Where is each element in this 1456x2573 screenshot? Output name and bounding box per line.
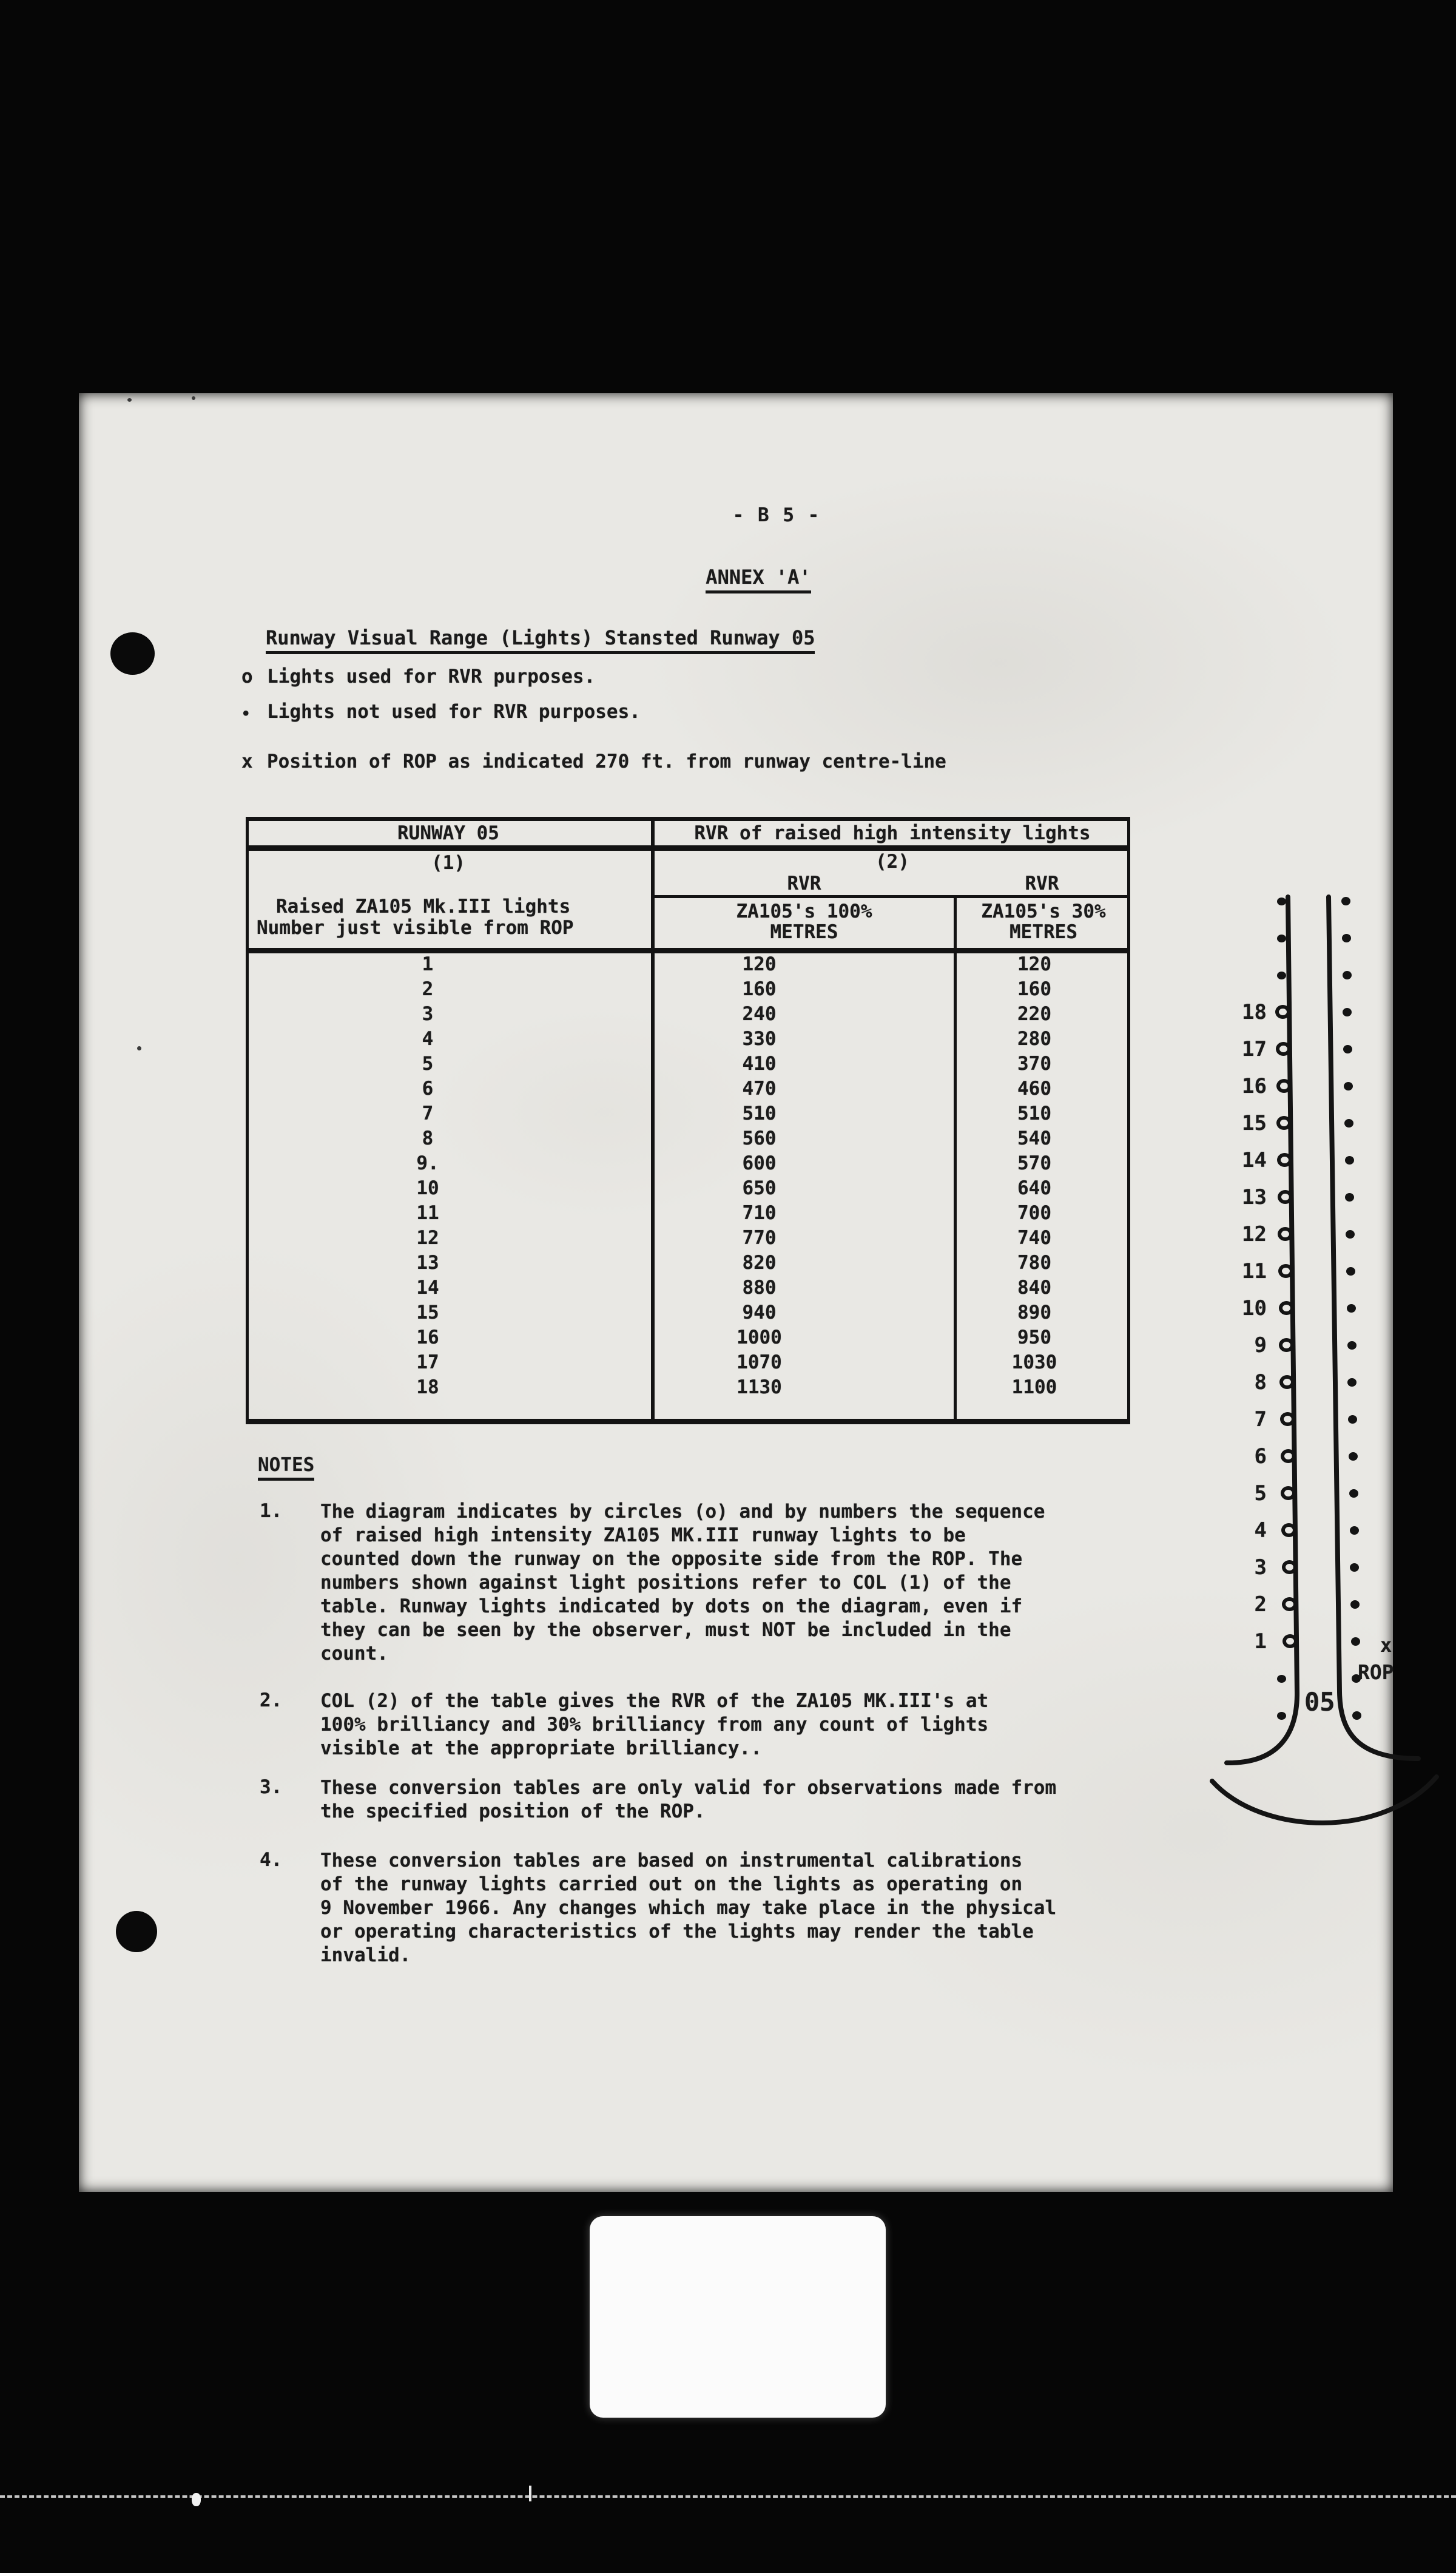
rvr-light-circle	[1276, 1079, 1292, 1093]
runway-light-dot-right	[1348, 1415, 1357, 1424]
runway-light-dot-right	[1350, 1600, 1360, 1609]
note-text	[320, 1849, 1145, 1967]
cell-rvr-30: 1030	[1011, 1351, 1057, 1373]
note-line: of raised high intensity ZA105 MK.III runway lights to be	[320, 1524, 966, 1546]
cell-light-count: 4	[422, 1028, 434, 1050]
cell-light-count: 15	[416, 1302, 439, 1324]
paper-speck	[127, 398, 132, 402]
table-row	[246, 1152, 1130, 1177]
runway-light-dot-right	[1350, 1526, 1359, 1535]
table-row	[246, 1202, 1130, 1227]
cell-rvr-30: 510	[1017, 1103, 1051, 1124]
rvr-light-number: 8	[1254, 1370, 1267, 1395]
rvr-light-circle	[1279, 1375, 1295, 1389]
rvr-light-number: 15	[1242, 1111, 1267, 1135]
col-header-runway: RUNWAY 05	[397, 822, 499, 844]
rvr-light-number: 10	[1242, 1296, 1267, 1320]
rop-label: ROP	[1358, 1660, 1394, 1684]
cell-rvr-30: 460	[1017, 1078, 1051, 1100]
cell-rvr-30: 370	[1017, 1053, 1051, 1075]
rvr-light-circle	[1278, 1264, 1293, 1278]
open-circle-symbol: o	[241, 666, 253, 688]
runway-light-dot-right	[1347, 1304, 1356, 1313]
legend-text: Lights not used for RVR purposes.	[267, 701, 641, 723]
note-text	[320, 1776, 1145, 1824]
cell-light-count: 10	[416, 1177, 439, 1199]
runway-light-dot-right	[1343, 971, 1352, 979]
page-number: - B 5 -	[732, 504, 821, 526]
rvr-light-circle	[1277, 1153, 1292, 1167]
table-row	[246, 1078, 1130, 1103]
cell-rvr-30: 780	[1017, 1252, 1051, 1274]
cell-rvr-30: 120	[1017, 953, 1051, 975]
rvr-label-100: RVR	[787, 873, 821, 894]
rvr-light-circle	[1281, 1449, 1296, 1463]
rvr-light-number: 14	[1242, 1148, 1267, 1172]
runway-light-dot-right	[1342, 934, 1351, 942]
rvr-light-number: 13	[1242, 1185, 1267, 1209]
document-page	[79, 393, 1393, 2192]
cell-rvr-30: 160	[1017, 978, 1051, 1000]
table-heavy-rule	[246, 948, 1130, 953]
rvr-light-number: 3	[1254, 1555, 1267, 1580]
col1-description-line2: Number just visible from ROP	[257, 917, 574, 939]
cell-rvr-100: 1070	[736, 1351, 782, 1373]
note-line: 9 November 1966. Any changes which may take place in the physical	[320, 1897, 1057, 1919]
cell-rvr-30: 950	[1017, 1327, 1051, 1348]
table-row	[246, 1227, 1130, 1252]
note-line: the specified position of the ROP.	[320, 1800, 706, 1822]
cell-rvr-100: 120	[742, 953, 777, 975]
table-border-bottom	[246, 1419, 1130, 1424]
runway-light-dot-right	[1351, 1637, 1360, 1646]
col-header-rvr: RVR of raised high intensity lights	[694, 822, 1091, 844]
bottom-white-card	[590, 2216, 886, 2418]
cell-light-count: 14	[416, 1277, 439, 1299]
rvr-light-number: 7	[1254, 1407, 1267, 1432]
table-row	[246, 1351, 1130, 1376]
cell-light-count: 16	[416, 1327, 439, 1348]
cell-rvr-100: 160	[742, 978, 777, 1000]
rvr-light-number: 5	[1254, 1481, 1267, 1506]
col3-sub-header: ZA105's 30%	[981, 901, 1106, 922]
note-line: of the runway lights carried out on the lights as operating on	[320, 1873, 1023, 1895]
note-line: invalid.	[320, 1944, 411, 1966]
table-row	[246, 953, 1130, 978]
runway-light-dot-left	[1277, 1675, 1286, 1683]
runway-light-dot-right	[1345, 1193, 1354, 1202]
cell-rvr-100: 560	[742, 1128, 777, 1149]
rvr-light-number: 6	[1254, 1444, 1267, 1469]
note-text	[320, 1689, 1145, 1760]
runway-lights-diagram	[1122, 868, 1456, 1851]
cell-rvr-100: 240	[742, 1003, 777, 1025]
runway-light-dot-right	[1347, 1341, 1357, 1350]
document-title: Runway Visual Range (Lights) Stansted Runway 05	[266, 626, 815, 654]
cell-light-count: 11	[416, 1202, 439, 1224]
runway-light-dot-left	[1277, 935, 1286, 942]
table-row	[246, 1053, 1130, 1078]
rvr-light-number: 9	[1254, 1333, 1267, 1358]
cell-rvr-30: 640	[1017, 1177, 1051, 1199]
rvr-light-circle	[1280, 1412, 1295, 1426]
table-row	[246, 1327, 1130, 1351]
rvr-light-number: 12	[1242, 1222, 1267, 1246]
table-row	[246, 1103, 1130, 1128]
cell-light-count: 7	[422, 1103, 434, 1124]
cell-rvr-30: 1100	[1011, 1376, 1057, 1398]
cell-rvr-100: 1000	[736, 1327, 782, 1348]
legend-item-used	[241, 665, 595, 688]
cell-rvr-100: 710	[742, 1202, 777, 1224]
dot-symbol: •	[241, 705, 251, 722]
runway-light-dot-right	[1341, 897, 1350, 905]
col2-sub-header: ZA105's 100%	[736, 901, 872, 922]
table-row	[246, 1128, 1130, 1152]
runway-edge-right	[1329, 897, 1418, 1759]
note-number: 1.	[260, 1500, 283, 1522]
cell-rvr-100: 770	[742, 1227, 777, 1249]
rvr-light-circle	[1281, 1486, 1296, 1500]
cell-light-count: 12	[416, 1227, 439, 1249]
cell-rvr-100: 820	[742, 1252, 777, 1274]
legend-text: Position of ROP as indicated 270 ft. from runway centre-line	[267, 751, 946, 773]
note-line: These conversion tables are only valid for observations made from	[320, 1777, 1057, 1799]
annex-heading: ANNEX 'A'	[706, 566, 811, 593]
runway-designator: 05	[1304, 1687, 1335, 1717]
rvr-light-circle	[1282, 1597, 1297, 1611]
rvr-light-circle	[1282, 1560, 1297, 1574]
cell-rvr-100: 510	[742, 1103, 777, 1124]
rvr-light-circle	[1279, 1338, 1294, 1352]
cell-light-count: 5	[422, 1053, 434, 1075]
runway-light-dot-right	[1344, 1119, 1353, 1128]
note-number: 2.	[260, 1689, 283, 1711]
cell-rvr-30: 840	[1017, 1277, 1051, 1299]
legend-item-rop	[241, 750, 946, 773]
table-row	[246, 1277, 1130, 1302]
runway-light-dot-left	[1277, 972, 1286, 979]
cell-light-count: 13	[416, 1252, 439, 1274]
x-symbol: x	[241, 751, 253, 773]
cell-rvr-30: 700	[1017, 1202, 1051, 1224]
runway-light-dot-right	[1343, 1008, 1352, 1016]
cell-light-count: 6	[422, 1078, 434, 1100]
cell-rvr-100: 1130	[736, 1376, 782, 1398]
cell-rvr-30: 570	[1017, 1152, 1051, 1174]
note-line: numbers shown against light positions refer to COL (1) of the	[320, 1572, 1011, 1594]
cell-rvr-30: 280	[1017, 1028, 1051, 1050]
notes-heading: NOTES	[258, 1454, 314, 1481]
paper-speck	[192, 396, 195, 400]
rvr-conversion-table	[246, 817, 1130, 1425]
cell-light-count: 3	[422, 1003, 434, 1025]
note-line: These conversion tables are based on instrumental calibrations	[320, 1850, 1023, 1871]
rop-x-marker: x	[1380, 1634, 1392, 1657]
rvr-light-circle	[1276, 1116, 1292, 1130]
hole-punch-bottom	[116, 1911, 157, 1952]
cell-rvr-30: 740	[1017, 1227, 1051, 1249]
col2-units: METRES	[770, 921, 838, 943]
rvr-light-circle	[1282, 1634, 1298, 1648]
runway-light-dot-right	[1350, 1563, 1359, 1572]
cell-rvr-100: 330	[742, 1028, 777, 1050]
rvr-light-number: 1	[1254, 1629, 1267, 1654]
table-header-separator	[246, 845, 1130, 851]
rvr-light-circle	[1278, 1227, 1293, 1241]
col1-description-line1: Raised ZA105 Mk.III lights	[276, 896, 571, 918]
note-line: they can be seen by the observer, must NOT be included in the	[320, 1619, 1011, 1641]
rvr-light-circle	[1279, 1301, 1294, 1315]
cell-light-count: 18	[416, 1376, 439, 1398]
rvr-light-number: 17	[1242, 1037, 1267, 1061]
cell-light-count: 9.	[416, 1152, 439, 1174]
film-scratch-blob	[192, 2493, 201, 2506]
paper-speck	[137, 1046, 141, 1050]
rvr-light-number: 16	[1242, 1074, 1267, 1098]
rvr-light-circle	[1281, 1523, 1296, 1537]
cell-rvr-30: 220	[1017, 1003, 1051, 1025]
cell-light-count: 2	[422, 978, 434, 1000]
runway-light-dot-right	[1346, 1230, 1355, 1239]
runway-light-dot-right	[1345, 1156, 1354, 1165]
note-line: counted down the runway on the opposite side from the ROP. The	[320, 1548, 1023, 1570]
runway-light-dot-right	[1347, 1378, 1357, 1387]
table-rvr-subrule	[651, 895, 1130, 898]
runway-light-dot-left	[1277, 1712, 1286, 1720]
table-row	[246, 1302, 1130, 1327]
cell-rvr-100: 940	[742, 1302, 777, 1324]
table-border-top	[246, 817, 1130, 821]
note-line: COL (2) of the table gives the RVR of the ZA105 MK.III's at	[320, 1690, 989, 1712]
rvr-light-number: 2	[1254, 1592, 1267, 1617]
note-line: 100% brilliancy and 30% brilliancy from any count of lights	[320, 1714, 989, 1736]
note-line: visible at the appropriate brilliancy..	[320, 1737, 762, 1759]
table-row	[246, 1003, 1130, 1028]
rvr-light-number: 11	[1242, 1259, 1267, 1283]
col3-units: METRES	[1009, 921, 1077, 943]
col-number-2: (2)	[875, 851, 909, 873]
hole-punch-top	[110, 632, 155, 675]
runway-light-dot-right	[1343, 1045, 1352, 1053]
rvr-light-circle	[1278, 1190, 1293, 1204]
runway-light-dot-right	[1352, 1711, 1361, 1720]
rvr-light-circle	[1276, 1042, 1291, 1056]
table-row	[246, 1252, 1130, 1277]
table-row	[246, 1376, 1130, 1401]
note-number: 4.	[260, 1849, 283, 1871]
note-line: The diagram indicates by circles (o) and by numbers the sequence	[320, 1501, 1045, 1523]
runway-light-dot-left	[1277, 898, 1286, 905]
note-text	[320, 1500, 1145, 1666]
runway-threshold-arc	[1212, 1777, 1437, 1823]
cell-rvr-100: 470	[742, 1078, 777, 1100]
table-row	[246, 978, 1130, 1003]
rvr-label-30: RVR	[1025, 873, 1059, 894]
table-row	[246, 1177, 1130, 1202]
legend-item-not-used	[241, 700, 641, 727]
cell-rvr-30: 540	[1017, 1128, 1051, 1149]
cell-rvr-100: 410	[742, 1053, 777, 1075]
table-row	[246, 1028, 1130, 1053]
cell-light-count: 1	[422, 953, 434, 975]
cell-light-count: 8	[422, 1128, 434, 1149]
cell-light-count: 17	[416, 1351, 439, 1373]
note-line: table. Runway lights indicated by dots on the diagram, even if	[320, 1595, 1023, 1617]
note-line: count.	[320, 1643, 388, 1665]
rvr-light-number: 18	[1242, 1000, 1267, 1024]
cell-rvr-30: 890	[1017, 1302, 1051, 1324]
runway-light-dot-right	[1344, 1082, 1353, 1090]
col-number-1: (1)	[431, 852, 465, 874]
rvr-light-number: 4	[1254, 1518, 1267, 1543]
runway-light-dot-right	[1346, 1267, 1355, 1276]
legend-text: Lights used for RVR purposes.	[267, 666, 596, 688]
note-number: 3.	[260, 1776, 283, 1798]
film-scratch-tick	[529, 2486, 531, 2501]
rvr-light-circle	[1275, 1005, 1290, 1019]
runway-light-dot-right	[1349, 1452, 1358, 1461]
note-line: or operating characteristics of the lights may render the table	[320, 1921, 1034, 1942]
cell-rvr-100: 880	[742, 1277, 777, 1299]
cell-rvr-100: 650	[742, 1177, 777, 1199]
film-scratch-line	[0, 2495, 1456, 2498]
runway-light-dot-right	[1349, 1489, 1358, 1498]
cell-rvr-100: 600	[742, 1152, 777, 1174]
